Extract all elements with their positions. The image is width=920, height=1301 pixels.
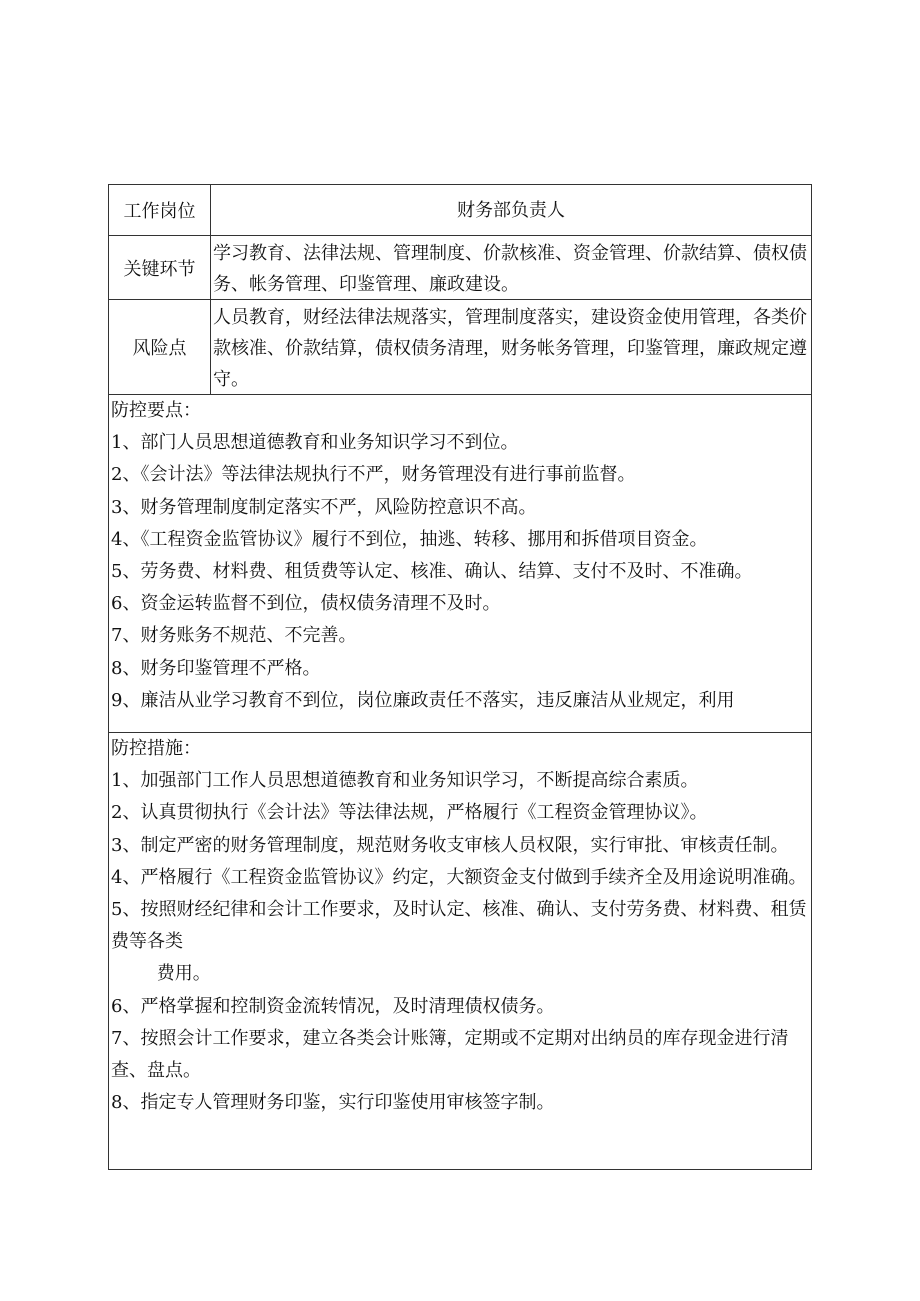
list-item: 4、《工程资金监管协议》履行不到位，抽逃、转移、挪用和拆借项目资金。: [111, 528, 708, 550]
key-link-row: [109, 236, 811, 300]
position-value: 财务部负责人: [457, 199, 565, 221]
list-item: 7、按照会计工作要求，建立各类会计账簿，定期或不定期对出纳员的库存现金进行清查、盘点。: [111, 1027, 789, 1082]
list-item: 7、财务账务不规范、不完善。: [111, 625, 357, 647]
prevention-points-heading: 防控要点：: [111, 400, 201, 421]
prevention-measures-heading: 防控措施：: [111, 738, 201, 759]
list-item: 3、制定严密的财务管理制度，规范财务收支审核人员权限，实行审批、审核责任制。: [111, 834, 789, 856]
position-label: 工作岗位: [109, 185, 211, 235]
risk-point-value: 人员教育，财经法律法规落实，管理制度落实，建设资金使用管理，各类价款核准、价款结算，债权债务清理，财务帐务管理，印鉴管理，廉政规定遵守。: [213, 307, 807, 390]
list-item: 3、财务管理制度制定落实不严，风险防控意识不高。: [111, 496, 537, 518]
key-link-value: 学习教育、法律法规、管理制度、价款核准、资金管理、价款结算、债权债务、帐务管理、印鉴管理、廉政建设。: [213, 243, 807, 295]
key-link-label: 关键环节: [109, 236, 211, 299]
list-item: 5、按照财经纪律和会计工作要求，及时认定、核准、确认、支付劳务费、材料费、租赁费等各类: [111, 899, 807, 953]
prevention-points-section: [109, 395, 811, 733]
list-item: 2、《会计法》等法律法规执行不严，财务管理没有进行事前监督。: [111, 464, 636, 486]
position-row: [109, 185, 811, 236]
list-item: 4、严格履行《工程资金监管协议》约定，大额资金支付做到手续齐全及用途说明准确。: [111, 866, 807, 888]
list-item: 8、财务印鉴管理不严格。: [111, 657, 321, 679]
responsibility-table: [108, 184, 812, 1170]
risk-point-label: 风险点: [109, 300, 211, 394]
list-item: 1、部门人员思想道德教育和业务知识学习不到位。: [111, 432, 519, 454]
list-item: 费用。: [111, 963, 211, 985]
list-item: 5、劳务费、材料费、租赁费等认定、核准、确认、结算、支付不及时、不准确。: [111, 561, 753, 583]
list-item: 6、严格掌握和控制资金流转情况，及时清理债权债务。: [111, 995, 555, 1017]
list-item: 9、廉洁从业学习教育不到位，岗位廉政责任不落实，违反廉洁从业规定，利用: [111, 689, 735, 711]
risk-point-row: [109, 300, 811, 395]
list-item: 6、资金运转监督不到位，债权债务清理不及时。: [111, 593, 501, 615]
list-item: 8、指定专人管理财务印鉴，实行印鉴使用审核签字制。: [111, 1092, 555, 1114]
list-item: 1、加强部门工作人员思想道德教育和业务知识学习，不断提高综合素质。: [111, 770, 699, 792]
list-item: 2、认真贯彻执行《会计法》等法律法规，严格履行《工程资金管理协议》。: [111, 802, 708, 824]
prevention-measures-section: [109, 733, 811, 1169]
